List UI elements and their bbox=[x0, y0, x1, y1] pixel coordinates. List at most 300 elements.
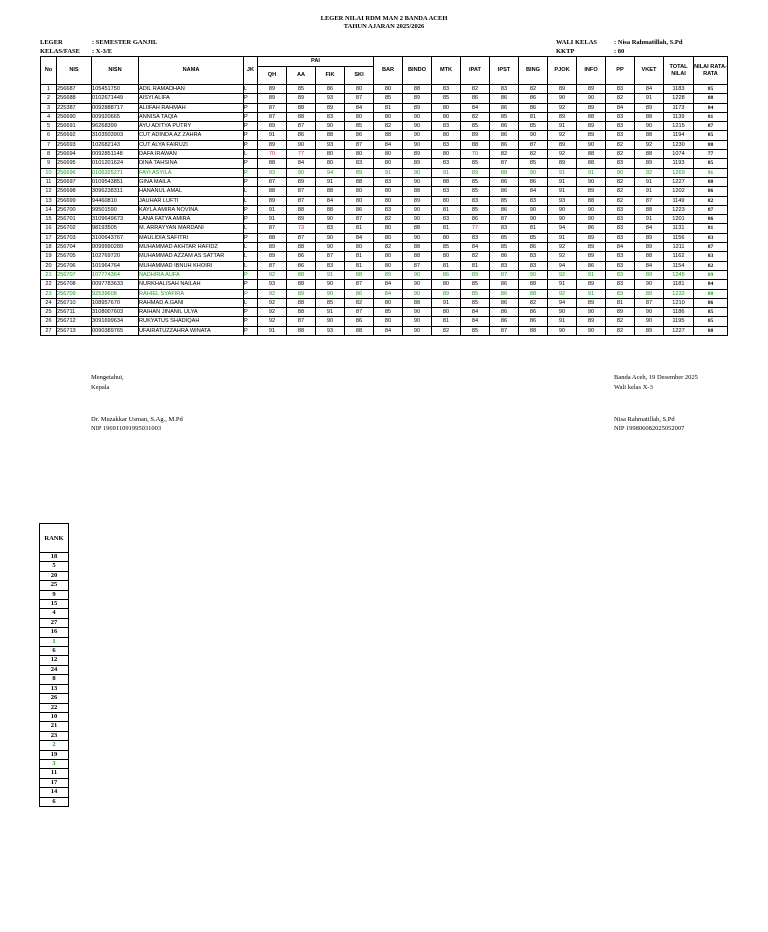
score-cell: 91 bbox=[548, 177, 577, 186]
score-cell: 87 bbox=[519, 140, 548, 149]
score-cell: 94 bbox=[548, 261, 577, 270]
rank-cell: 13 bbox=[40, 684, 69, 693]
col-total-header: TOTAL NILAI bbox=[664, 57, 694, 85]
rank-cell: 16 bbox=[40, 628, 69, 637]
rank-cell: 5 bbox=[40, 562, 69, 571]
score-cell: 82 bbox=[606, 187, 635, 196]
nisn-cell: 3109649673 bbox=[92, 215, 139, 224]
score-cell: 88 bbox=[287, 298, 316, 307]
score-cell: 87 bbox=[287, 317, 316, 326]
score-cell: 83 bbox=[606, 224, 635, 233]
student-name-cell: ANNISA TAQIA bbox=[139, 112, 244, 121]
table-row bbox=[41, 168, 728, 177]
score-cell: 84 bbox=[606, 103, 635, 112]
score-cell: 93 bbox=[258, 280, 287, 289]
score-cell: 82 bbox=[490, 150, 519, 159]
score-cell: 80 bbox=[316, 159, 345, 168]
score-cell: 82 bbox=[519, 85, 548, 94]
student-name-cell: JAUHAR LUFTI bbox=[139, 196, 244, 205]
score-cell: 87 bbox=[345, 308, 374, 317]
nisn-cell: 102682143 bbox=[92, 140, 139, 149]
row-number-cell: 14 bbox=[41, 205, 57, 214]
score-cell: 90 bbox=[577, 326, 606, 335]
score-cell: 83 bbox=[432, 122, 461, 131]
score-cell: 91 bbox=[258, 205, 287, 214]
total-cell: 1162 bbox=[664, 252, 694, 261]
score-cell: 84 bbox=[606, 243, 635, 252]
rank-cell: 27 bbox=[40, 618, 69, 627]
nisn-cell: 0106325271 bbox=[92, 168, 139, 177]
score-cell: 93 bbox=[548, 196, 577, 205]
nis-cell: 256704 bbox=[57, 243, 92, 252]
total-cell: 1227 bbox=[664, 177, 694, 186]
score-cell: 86 bbox=[519, 177, 548, 186]
score-cell: 86 bbox=[490, 103, 519, 112]
score-cell: 90 bbox=[316, 280, 345, 289]
row-number-cell: 7 bbox=[41, 140, 57, 149]
nis-cell: 256694 bbox=[57, 150, 92, 159]
rank-cell: 3 bbox=[40, 759, 69, 768]
score-cell: 80 bbox=[374, 112, 403, 121]
nis-cell: 256706 bbox=[57, 261, 92, 270]
student-name-cell: DINA TAHSINA bbox=[139, 159, 244, 168]
col-ipst-header: IPST bbox=[490, 57, 519, 85]
score-cell: 86 bbox=[287, 252, 316, 261]
score-cell: 90 bbox=[316, 317, 345, 326]
score-cell: 91 bbox=[432, 168, 461, 177]
score-cell: 88 bbox=[403, 252, 432, 261]
col-fik-header: FIK bbox=[316, 67, 345, 85]
table-row bbox=[41, 233, 728, 242]
score-cell: 83 bbox=[606, 112, 635, 121]
gender-cell: P bbox=[244, 326, 258, 335]
average-cell: 86 bbox=[694, 215, 728, 224]
score-cell: 90 bbox=[635, 122, 664, 131]
score-cell: 88 bbox=[403, 224, 432, 233]
col-qh-header: QH bbox=[258, 67, 287, 85]
score-cell: 91 bbox=[258, 131, 287, 140]
nisn-cell: 98193505 bbox=[92, 224, 139, 233]
student-name-cell: DAFA IRAWAN bbox=[139, 150, 244, 159]
score-cell: 88 bbox=[635, 252, 664, 261]
score-cell: 84 bbox=[461, 243, 490, 252]
score-cell: 81 bbox=[432, 205, 461, 214]
score-cell: 83 bbox=[432, 187, 461, 196]
score-cell: 85 bbox=[490, 196, 519, 205]
rank-cell: 2 bbox=[40, 741, 69, 750]
score-cell: 80 bbox=[374, 298, 403, 307]
col-jk-header: JK bbox=[244, 57, 258, 85]
score-cell: 77 bbox=[461, 224, 490, 233]
gender-cell: L bbox=[244, 243, 258, 252]
row-number-cell: 9 bbox=[41, 159, 57, 168]
row-number-cell: 21 bbox=[41, 270, 57, 279]
score-cell: 85 bbox=[461, 122, 490, 131]
score-cell: 89 bbox=[287, 177, 316, 186]
kelas-label: KELAS/FASE bbox=[40, 48, 80, 55]
score-cell: 88 bbox=[635, 112, 664, 121]
table-row bbox=[41, 270, 728, 279]
score-cell: 82 bbox=[461, 85, 490, 94]
score-cell: 85 bbox=[490, 243, 519, 252]
total-cell: 1230 bbox=[664, 140, 694, 149]
score-cell: 90 bbox=[519, 215, 548, 224]
score-cell: 88 bbox=[403, 298, 432, 307]
score-cell: 88 bbox=[287, 280, 316, 289]
score-cell: 86 bbox=[577, 224, 606, 233]
score-cell: 87 bbox=[490, 215, 519, 224]
nisn-cell: 3091699634 bbox=[92, 317, 139, 326]
score-cell: 80 bbox=[432, 308, 461, 317]
row-number-cell: 17 bbox=[41, 233, 57, 242]
homeroom-name: Nisa Rahmatillah, S.Pd bbox=[614, 416, 675, 423]
score-cell: 85 bbox=[461, 280, 490, 289]
average-cell: 81 bbox=[694, 112, 728, 121]
score-cell: 92 bbox=[548, 289, 577, 298]
average-cell: 81 bbox=[694, 224, 728, 233]
score-cell: 90 bbox=[403, 112, 432, 121]
nisn-cell: 92539608 bbox=[92, 289, 139, 298]
table-row bbox=[41, 205, 728, 214]
score-cell: 83 bbox=[432, 85, 461, 94]
student-name-cell: RAIHAN JINANIL ULYA bbox=[139, 308, 244, 317]
score-cell: 87 bbox=[258, 261, 287, 270]
score-cell: 84 bbox=[316, 196, 345, 205]
score-cell: 93 bbox=[316, 140, 345, 149]
score-cell: 87 bbox=[490, 159, 519, 168]
score-cell: 77 bbox=[287, 150, 316, 159]
average-cell: 82 bbox=[694, 261, 728, 270]
score-cell: 90 bbox=[403, 317, 432, 326]
nis-cell: 256701 bbox=[57, 215, 92, 224]
rank-cell: 14 bbox=[40, 788, 69, 797]
gender-cell: P bbox=[244, 168, 258, 177]
total-cell: 1154 bbox=[664, 261, 694, 270]
gender-cell: P bbox=[244, 112, 258, 121]
score-cell: 88 bbox=[403, 187, 432, 196]
table-row bbox=[41, 298, 728, 307]
nis-cell: 256691 bbox=[57, 122, 92, 131]
score-cell: 84 bbox=[635, 85, 664, 94]
nis-cell: 256695 bbox=[57, 159, 92, 168]
score-cell: 83 bbox=[316, 261, 345, 270]
col-nis-header: NIS bbox=[57, 57, 92, 85]
score-cell: 87 bbox=[345, 280, 374, 289]
score-cell: 87 bbox=[258, 177, 287, 186]
score-cell: 82 bbox=[606, 150, 635, 159]
nisn-cell: 0101201624 bbox=[92, 159, 139, 168]
score-cell: 83 bbox=[316, 112, 345, 121]
rank-cell: 1 bbox=[40, 637, 69, 646]
score-cell: 86 bbox=[316, 85, 345, 94]
nisn-cell: 009920665 bbox=[92, 112, 139, 121]
score-cell: 91 bbox=[316, 270, 345, 279]
score-cell: 82 bbox=[606, 140, 635, 149]
average-cell: 84 bbox=[694, 280, 728, 289]
student-name-cell: MUHAMMAD AZZAM AS SATTAR bbox=[139, 252, 244, 261]
student-name-cell: LANA FATYA AMIRA bbox=[139, 215, 244, 224]
score-cell: 92 bbox=[258, 289, 287, 298]
student-name-cell: AYU ADITYA PUTRY bbox=[139, 122, 244, 131]
score-cell: 86 bbox=[432, 270, 461, 279]
score-cell: 86 bbox=[519, 243, 548, 252]
rank-cell: 23 bbox=[40, 731, 69, 740]
score-cell: 88 bbox=[287, 103, 316, 112]
score-cell: 88 bbox=[316, 187, 345, 196]
rank-header: RANK bbox=[40, 524, 69, 553]
score-cell: 90 bbox=[519, 205, 548, 214]
score-cell: 85 bbox=[461, 326, 490, 335]
score-cell: 89 bbox=[577, 317, 606, 326]
row-number-cell: 24 bbox=[41, 298, 57, 307]
grades-body bbox=[41, 85, 728, 336]
score-cell: 80 bbox=[316, 150, 345, 159]
score-cell: 93 bbox=[258, 168, 287, 177]
row-number-cell: 4 bbox=[41, 112, 57, 121]
student-name-cell: UFAIRATUZZAHRA WINATA bbox=[139, 326, 244, 335]
score-cell: 90 bbox=[316, 243, 345, 252]
score-cell: 85 bbox=[316, 298, 345, 307]
pai-group-header: PAI bbox=[258, 57, 374, 67]
rank-table bbox=[39, 523, 69, 807]
nis-cell: 256690 bbox=[57, 112, 92, 121]
score-cell: 82 bbox=[461, 112, 490, 121]
score-cell: 84 bbox=[519, 187, 548, 196]
score-cell: 89 bbox=[577, 85, 606, 94]
sign-date: Banda Aceh, 19 Desember 2025 bbox=[614, 374, 698, 381]
score-cell: 83 bbox=[345, 159, 374, 168]
score-cell: 92 bbox=[548, 252, 577, 261]
score-cell: 82 bbox=[374, 122, 403, 131]
total-cell: 1156 bbox=[664, 233, 694, 242]
score-cell: 84 bbox=[345, 103, 374, 112]
score-cell: 89 bbox=[577, 298, 606, 307]
score-cell: 84 bbox=[461, 103, 490, 112]
row-number-cell: 3 bbox=[41, 103, 57, 112]
nisn-cell: 0092851148 bbox=[92, 150, 139, 159]
score-cell: 85 bbox=[461, 177, 490, 186]
score-cell: 88 bbox=[577, 150, 606, 159]
score-cell: 80 bbox=[345, 243, 374, 252]
student-name-cell: MAULIDIA SAFITRI bbox=[139, 233, 244, 242]
row-number-cell: 25 bbox=[41, 308, 57, 317]
score-cell: 93 bbox=[316, 326, 345, 335]
student-name-cell: CUT ALYA FAIRUZI bbox=[139, 140, 244, 149]
score-cell: 91 bbox=[374, 168, 403, 177]
score-cell: 81 bbox=[432, 261, 461, 270]
score-cell: 89 bbox=[577, 187, 606, 196]
gender-cell: L bbox=[244, 224, 258, 233]
nis-cell: 256702 bbox=[57, 224, 92, 233]
average-cell: 87 bbox=[694, 243, 728, 252]
gender-cell: P bbox=[244, 177, 258, 186]
nisn-cell: 94460810 bbox=[92, 196, 139, 205]
score-cell: 81 bbox=[345, 261, 374, 270]
col-nisn-header: NISN bbox=[92, 57, 139, 85]
score-cell: 82 bbox=[606, 94, 635, 103]
total-cell: 1215 bbox=[664, 122, 694, 131]
score-cell: 83 bbox=[519, 196, 548, 205]
score-cell: 80 bbox=[374, 187, 403, 196]
score-cell: 85 bbox=[374, 94, 403, 103]
score-cell: 86 bbox=[490, 317, 519, 326]
score-cell: 89 bbox=[258, 85, 287, 94]
gender-cell: P bbox=[244, 140, 258, 149]
score-cell: 91 bbox=[316, 177, 345, 186]
score-cell: 82 bbox=[606, 317, 635, 326]
score-cell: 90 bbox=[577, 205, 606, 214]
score-cell: 84 bbox=[374, 289, 403, 298]
score-cell: 89 bbox=[258, 140, 287, 149]
score-cell: 91 bbox=[258, 326, 287, 335]
total-cell: 1202 bbox=[664, 187, 694, 196]
average-cell: 88 bbox=[694, 140, 728, 149]
row-number-cell: 1 bbox=[41, 85, 57, 94]
kelas-value: : X-3/E bbox=[92, 48, 113, 55]
student-name-cell: MUHAMMAD AKHTAR HAFIDZ bbox=[139, 243, 244, 252]
col-no-header: No bbox=[41, 57, 57, 85]
score-cell: 83 bbox=[606, 205, 635, 214]
table-row bbox=[41, 215, 728, 224]
score-cell: 86 bbox=[490, 187, 519, 196]
score-cell: 80 bbox=[432, 233, 461, 242]
total-cell: 1210 bbox=[664, 298, 694, 307]
score-cell: 85 bbox=[432, 94, 461, 103]
student-name-cell: ADIL RAMADHAN bbox=[139, 85, 244, 94]
score-cell: 89 bbox=[258, 243, 287, 252]
total-cell: 1194 bbox=[664, 131, 694, 140]
student-name-cell: RAHMAD A.GANI bbox=[139, 298, 244, 307]
nisn-cell: 0109543851 bbox=[92, 177, 139, 186]
gender-cell: P bbox=[244, 233, 258, 242]
score-cell: 80 bbox=[374, 224, 403, 233]
student-name-cell: NADHIRA AUFA bbox=[139, 270, 244, 279]
gender-cell: P bbox=[244, 289, 258, 298]
score-cell: 87 bbox=[316, 252, 345, 261]
score-cell: 87 bbox=[258, 103, 287, 112]
row-number-cell: 22 bbox=[41, 280, 57, 289]
average-cell: 91 bbox=[694, 168, 728, 177]
total-cell: 1173 bbox=[664, 103, 694, 112]
score-cell: 89 bbox=[258, 94, 287, 103]
col-mtk-header: MTK bbox=[432, 57, 461, 85]
score-cell: 94 bbox=[316, 168, 345, 177]
table-row bbox=[41, 140, 728, 149]
gender-cell: L bbox=[244, 196, 258, 205]
score-cell: 89 bbox=[635, 103, 664, 112]
score-cell: 91 bbox=[635, 177, 664, 186]
score-cell: 91 bbox=[316, 308, 345, 317]
nis-cell: 225387 bbox=[57, 103, 92, 112]
score-cell: 82 bbox=[519, 298, 548, 307]
score-cell: 90 bbox=[316, 233, 345, 242]
gender-cell: P bbox=[244, 215, 258, 224]
score-cell: 94 bbox=[548, 224, 577, 233]
score-cell: 81 bbox=[606, 298, 635, 307]
score-cell: 83 bbox=[461, 233, 490, 242]
total-cell: 1181 bbox=[664, 280, 694, 289]
gender-cell: P bbox=[244, 317, 258, 326]
score-cell: 92 bbox=[258, 270, 287, 279]
nisn-cell: 3108007603 bbox=[92, 308, 139, 317]
gender-cell: L bbox=[244, 252, 258, 261]
nisn-cell: 105451750 bbox=[92, 85, 139, 94]
nis-cell: 256696 bbox=[57, 168, 92, 177]
score-cell: 89 bbox=[345, 168, 374, 177]
score-cell: 83 bbox=[432, 215, 461, 224]
table-row bbox=[41, 85, 728, 94]
score-cell: 81 bbox=[519, 224, 548, 233]
gender-cell: L bbox=[244, 187, 258, 196]
rank-cell: 4 bbox=[40, 609, 69, 618]
wali-kelas-value: : Nisa Rahmatillah, S.Pd bbox=[614, 39, 683, 46]
score-cell: 86 bbox=[345, 317, 374, 326]
table-row bbox=[41, 289, 728, 298]
nis-cell: 256712 bbox=[57, 317, 92, 326]
col-info-header: INFO bbox=[577, 57, 606, 85]
score-cell: 89 bbox=[461, 270, 490, 279]
score-cell: 90 bbox=[577, 308, 606, 317]
score-cell: 82 bbox=[374, 243, 403, 252]
score-cell: 90 bbox=[403, 289, 432, 298]
nisn-cell: 3103503903 bbox=[92, 131, 139, 140]
score-cell: 87 bbox=[490, 270, 519, 279]
score-cell: 83 bbox=[606, 289, 635, 298]
average-cell: 83 bbox=[694, 233, 728, 242]
score-cell: 91 bbox=[577, 168, 606, 177]
rank-cell: 19 bbox=[40, 750, 69, 759]
score-cell: 87 bbox=[258, 224, 287, 233]
col-pjok-header: PJOK bbox=[548, 57, 577, 85]
nis-cell: 256688 bbox=[57, 94, 92, 103]
score-cell: 90 bbox=[548, 308, 577, 317]
score-cell: 83 bbox=[490, 85, 519, 94]
score-cell: 91 bbox=[432, 298, 461, 307]
score-cell: 87 bbox=[287, 122, 316, 131]
score-cell: 88 bbox=[461, 140, 490, 149]
nisn-cell: 0092888717 bbox=[92, 103, 139, 112]
nis-cell: 256697 bbox=[57, 177, 92, 186]
score-cell: 85 bbox=[490, 233, 519, 242]
score-cell: 92 bbox=[548, 131, 577, 140]
score-cell: 80 bbox=[432, 252, 461, 261]
score-cell: 83 bbox=[606, 215, 635, 224]
nisn-cell: 96268399 bbox=[92, 122, 139, 131]
score-cell: 88 bbox=[403, 85, 432, 94]
score-cell: 87 bbox=[635, 298, 664, 307]
score-cell: 83 bbox=[461, 196, 490, 205]
score-cell: 84 bbox=[374, 140, 403, 149]
average-cell: 87 bbox=[694, 205, 728, 214]
score-cell: 85 bbox=[374, 308, 403, 317]
score-cell: 87 bbox=[345, 215, 374, 224]
total-cell: 1139 bbox=[664, 112, 694, 121]
score-cell: 83 bbox=[606, 159, 635, 168]
score-cell: 83 bbox=[374, 177, 403, 186]
score-cell: 89 bbox=[577, 243, 606, 252]
score-cell: 90 bbox=[519, 168, 548, 177]
score-cell: 90 bbox=[548, 94, 577, 103]
score-cell: 84 bbox=[635, 224, 664, 233]
score-cell: 82 bbox=[374, 215, 403, 224]
row-number-cell: 13 bbox=[41, 196, 57, 205]
row-number-cell: 5 bbox=[41, 122, 57, 131]
gender-cell: P bbox=[244, 159, 258, 168]
score-cell: 89 bbox=[577, 122, 606, 131]
score-cell: 87 bbox=[287, 196, 316, 205]
row-number-cell: 11 bbox=[41, 177, 57, 186]
row-number-cell: 19 bbox=[41, 252, 57, 261]
